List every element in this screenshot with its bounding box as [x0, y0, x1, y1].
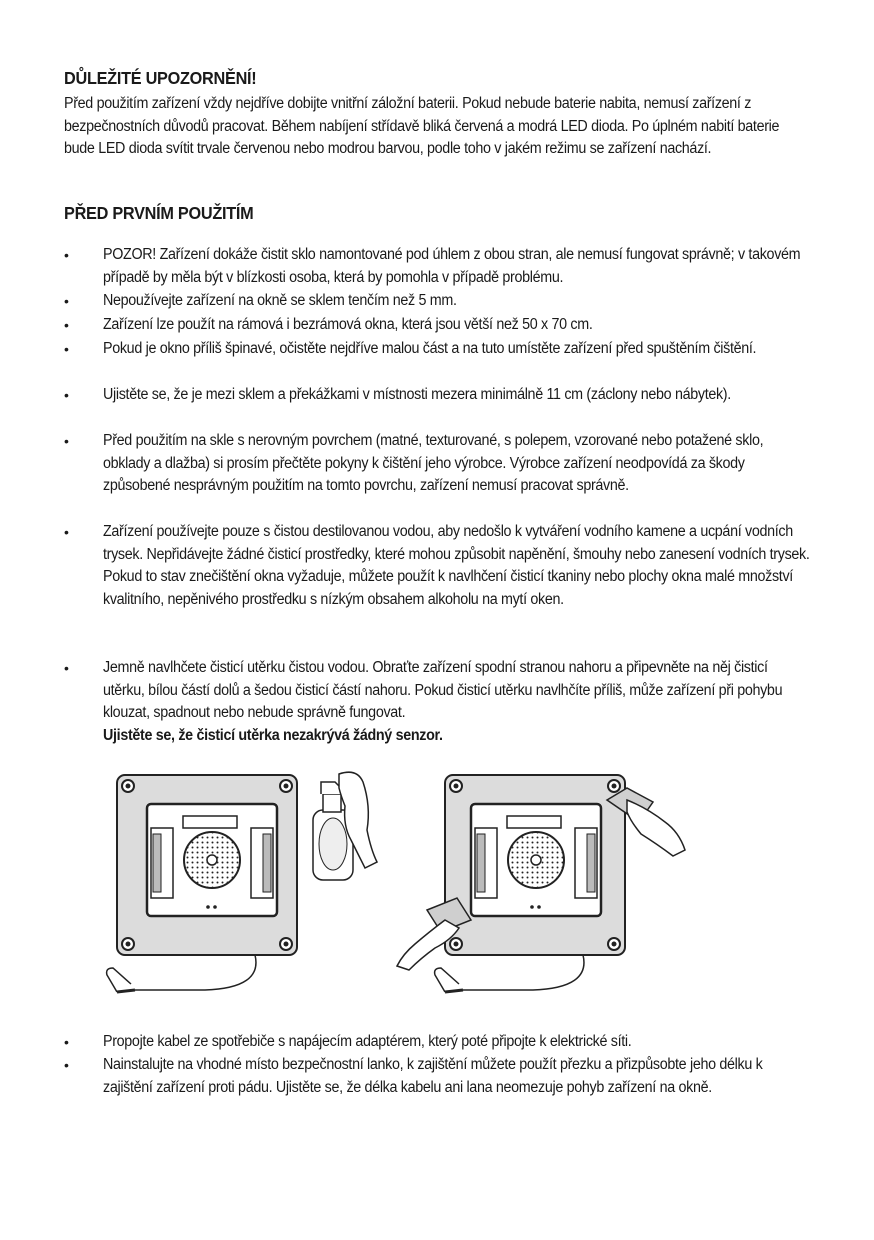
notice-title: DŮLEŽITÉ UPOZORNĚNÍ! — [64, 68, 257, 88]
list-item — [103, 657, 810, 747]
list-item: POZOR! Zařízení dokáže čistit sklo namontované pod úhlem z obou stran, ale nemusí fungovat správně; v takovém případě by měla být v blízkosti osoba, která by pomohla v případě problému. — [103, 246, 801, 286]
sensor-warning: Ujistěte se, že čisticí utěrka nezakrývá žádný senzor. — [103, 726, 443, 744]
device-cloth-illustration — [395, 760, 695, 1005]
bullet: • — [64, 433, 69, 449]
list-item: Pokud je okno příliš špinavé, očistěte nejdříve malou část a na tuto umístěte zařízení před spuštěním čištění. — [103, 340, 757, 357]
bullet: • — [64, 293, 69, 309]
bullet: • — [64, 317, 69, 333]
list-item: Před použitím na skle s nerovným povrchem (matné, texturované, s polepem, vzorované nebo potažené sklo, obklady a dlažba) si prosím přečtěte pokyny k čištění jeho výrobce. Výrobce zařízení neodpovídá za škody způsobené nesprávným použitím na tomto povrchu, zařízení nemusí pracovat správně. — [103, 432, 764, 494]
bullet: • — [64, 1057, 69, 1073]
notice-text: Před použitím zařízení vždy nejdříve dobijte vnitřní záložní baterii. Pokud nebude baterie nabita, nemusí zařízení z bezpečnostních důvodů pracovat. Během nabíjení střídavě bliká červená a modrá LED dioda. Po úplném nabití baterie bude LED dioda svítit trvale červenou nebo modrou barvou, podle toho v jakém režimu se zařízení nachází. — [64, 95, 780, 157]
list-item: Nainstalujte na vhodné místo bezpečnostní lanko, k zajištění můžete použít přezku a přizpůsobte jeho délku k zajištění zařízení proti pádu. Ujistěte se, že délka kabelu ani lana neomezuje pohyb zařízení na okně. — [103, 1056, 763, 1096]
list-item: Nepoužívejte zařízení na okně se sklem tenčím než 5 mm. — [103, 292, 457, 309]
bullet: • — [64, 660, 69, 676]
bullet: • — [64, 247, 69, 263]
list-item: Zařízení používejte pouze s čistou destilovanou vodou, aby nedošlo k vytváření vodního kamene a ucpání vodních trysek. Nepřidávejte žádné čisticí prostředky, které mohou způsobit napěnění, šmouhy nebo zanesení vodních trysek. Pokud to stav znečištění okna vyžaduje, můžete použít k navlhčení čisticí tkaniny nebo plochy okna malé množství kvalitního, nepěnivého prostředku s nízkým obsahem alkoholu na mytí oken. — [103, 523, 810, 608]
section-title: PŘED PRVNÍM POUŽITÍM — [64, 203, 254, 223]
device-spray-illustration — [95, 760, 385, 1005]
list-item-text: Jemně navlhčete čisticí utěrku čistou vodou. Obraťte zařízení spodní stranou nahoru a připevněte na něj čisticí utěrku, bílou částí dolů a šedou čisticí částí nahoru. Pokud čisticí utěrku navlhčíte příliš, může zařízení při pohybu klouzat, spadnout nebo nebude správně fungovat. — [103, 659, 783, 721]
list-item: Ujistěte se, že je mezi sklem a překážkami v místnosti mezera minimálně 11 cm (záclony nebo nábytek). — [103, 386, 731, 403]
bullet: • — [64, 387, 69, 403]
list-item: Zařízení lze použít na rámová i bezrámová okna, která jsou větší než 50 x 70 cm. — [103, 316, 593, 333]
bullet: • — [64, 524, 69, 540]
bullet: • — [64, 341, 69, 357]
bullet: • — [64, 1034, 69, 1050]
list-item: Propojte kabel ze spotřebiče s napájecím adaptérem, který poté připojte k elektrické síti. — [103, 1033, 632, 1050]
